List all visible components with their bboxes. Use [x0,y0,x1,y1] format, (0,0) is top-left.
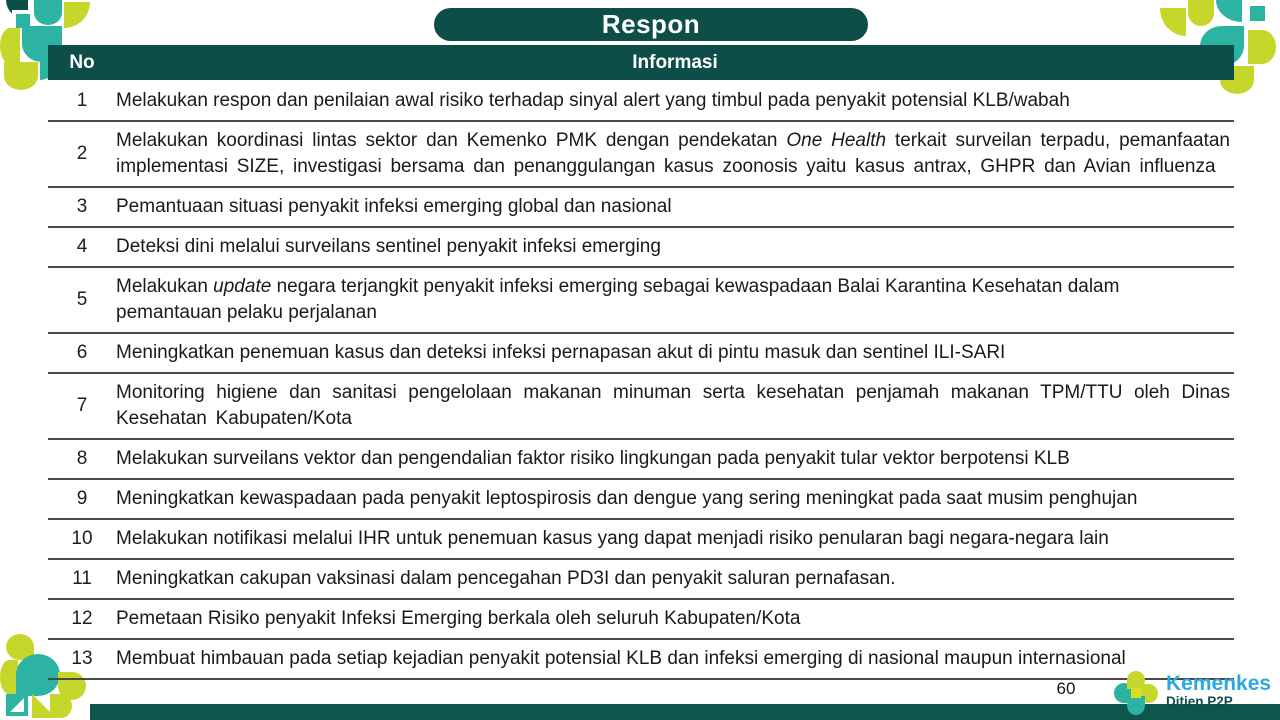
row-number: 1 [76,90,88,111]
table-row [48,520,1234,560]
table-row [48,560,1234,600]
row-number: 2 [76,143,88,164]
row-text: Meningkatkan cakupan vaksinasi dalam pencegahan PD3I dan penyakit saluran pernafasan. [116,568,896,589]
petal-shape [64,2,90,28]
row-text: Meningkatkan penemuan kasus dan deteksi infeksi pernapasan akut di pintu masuk dan sentinel ILI-SARI [116,342,1006,363]
petal-shape [1216,0,1242,22]
petal-shape [50,694,72,718]
table-row [48,268,1234,334]
petal-shape [1250,6,1265,21]
logo-subtitle: Ditjen P2P [1166,694,1233,709]
bottom-bar [90,704,1280,720]
table-row [48,82,1234,122]
row-text: Pemantuaan situasi penyakit infeksi emerging global dan nasional [116,196,672,217]
table-row [48,122,1234,188]
petal-shape [1248,30,1276,64]
row-number: 13 [71,648,93,669]
header-no: No [69,51,95,73]
row-number: 11 [72,568,92,589]
kemenkes-flower-icon [1114,671,1158,715]
row-number: 3 [76,196,88,217]
petal-shape [1160,8,1186,36]
row-number: 4 [76,236,88,257]
petal-shape [34,0,62,25]
table-row [48,600,1234,640]
logo-text [1166,673,1271,710]
row-number: 6 [76,342,88,363]
row-number: 10 [71,528,93,549]
row-number: 9 [76,488,88,509]
row-text: Monitoring higiene dan sanitasi pengelolaan makanan minuman serta kesehatan penjamah makanan TPM/TTU oleh Dinas Kesehatan Kabupaten/Kota [116,382,1230,429]
row-text: Melakukan update negara terjangkit penyakit infeksi emerging sebagai kewaspadaan Balai Karantina Kesehatan dalam pemantauan pelaku perjalanan [116,276,1120,323]
petal-shape [4,62,38,90]
slide-title: Respon [601,9,701,39]
header-informasi: Informasi [632,51,718,73]
row-text: Melakukan respon dan penilaian awal risiko terhadap sinyal alert yang timbul pada penyakit potensial KLB/wabah [116,90,1070,111]
petal-shape [10,698,24,712]
info-table [48,45,1234,680]
row-text: Meningkatkan kewaspadaan pada penyakit leptospirosis dan dengue yang sering meningkat pada saat musim penghujan [116,488,1138,509]
row-text: Membuat himbauan pada setiap kejadian penyakit potensial KLB dan infeksi emerging di nasional maupun internasional [116,648,1126,669]
flower-center [1131,688,1141,698]
petal-shape [0,28,20,64]
table-row [48,228,1234,268]
petal-shape [1188,0,1214,26]
table-row [48,440,1234,480]
page-number: 60 [1056,679,1076,698]
row-number: 7 [76,395,88,416]
flower-petal [1127,696,1145,715]
row-text: Melakukan koordinasi lintas sektor dan Kemenko PMK dengan pendekatan One Health terkait surveilan terpadu, pemanfaatan implementasi SIZE, investigasi bersama dan penanggulangan kasus zoonosis yaitu kasus antrax, GHPR dan Avian influenza [116,130,1230,177]
table-row [48,374,1234,440]
row-number: 5 [76,289,88,310]
logo-title: Kemenkes [1166,672,1272,695]
table-header [48,45,1234,80]
row-number: 8 [76,448,88,469]
table-body [48,82,1234,680]
row-number: 12 [71,608,93,629]
slide-title-pill [434,8,868,41]
row-text: Deteksi dini melalui surveilans sentinel penyakit infeksi emerging [116,236,661,257]
table-row [48,640,1234,680]
table-row [48,188,1234,228]
row-text: Melakukan notifikasi melalui IHR untuk penemuan kasus yang dapat menjadi risiko penularan bagi negara-negara lain [116,528,1109,549]
table-row [48,334,1234,374]
kemenkes-logo [1114,671,1271,715]
row-text: Pemetaan Risiko penyakit Infeksi Emerging berkala oleh seluruh Kabupaten/Kota [116,608,801,629]
row-text: Melakukan surveilans vektor dan pengendalian faktor risiko lingkungan pada penyakit tular vektor berpotensi KLB [116,448,1070,469]
table-row [48,480,1234,520]
